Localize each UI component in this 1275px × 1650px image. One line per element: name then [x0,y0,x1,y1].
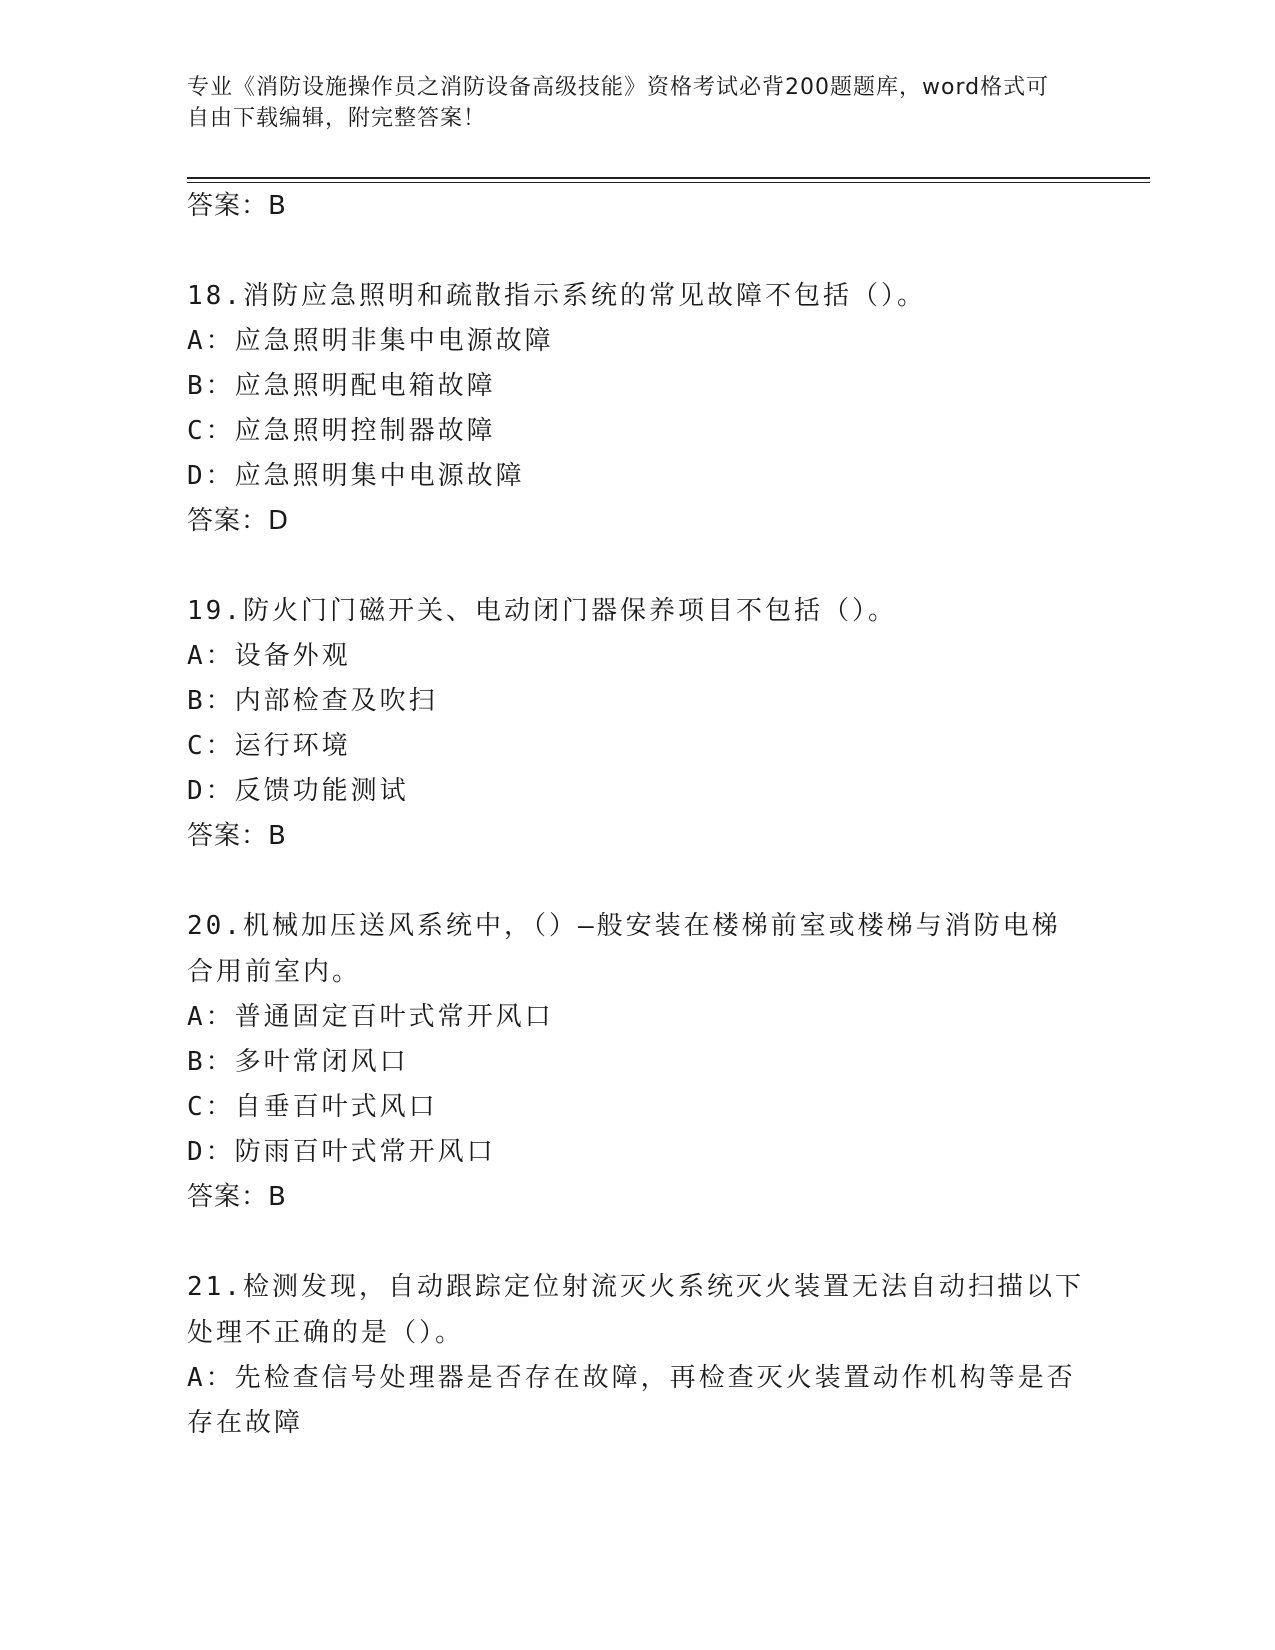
answer-line: 答案：B [187,821,287,851]
option-c: C：应急照明控制器故障 [187,416,496,446]
option-d: D：防雨百叶式常开风口 [187,1137,496,1167]
question-block-20 [187,903,1087,1220]
answer-line: 答案：B [187,1182,287,1212]
option-b: B：内部检查及吹扫 [187,686,438,716]
question-block-21 [187,1264,1087,1446]
question-stem: 20.机械加压送风系统中，（）—般安装在楼梯前室或楼梯与消防电梯合用前室内。 [187,911,1061,987]
option-b: B：多叶常闭风口 [187,1047,409,1077]
option-c: C：自垂百叶式风口 [187,1092,438,1122]
question-stem: 21.检测发现，自动跟踪定位射流灭火系统灭火装置无法自动扫描以下处理不正确的是（）。 [187,1272,1084,1348]
option-d: D：应急照明集中电源故障 [187,461,525,491]
header-rule-thick [187,177,1150,179]
option-a: A：普通固定百叶式常开风口 [187,1002,554,1032]
option-b: B：应急照明配电箱故障 [187,371,496,401]
question-list [187,184,1087,1446]
document-header: 专业《消防设施操作员之消防设备高级技能》资格考试必背200题题库，word格式可自由下载编辑，附完整答案！ [187,75,1050,131]
option-a: A：先检查信号处理器是否存在故障，再检查灭火装置动作机构等是否存在故障 [187,1363,1076,1438]
question-stem: 18.消防应急照明和疏散指示系统的常见故障不包括（）。 [187,281,926,311]
option-d: D：反馈功能测试 [187,776,409,806]
answer-line: 答案：B [187,191,287,221]
header-rule-thin [187,182,1150,183]
option-a: A：设备外观 [187,641,351,671]
question-block-19 [187,588,1087,859]
option-c: C：运行环境 [187,731,351,761]
option-a: A：应急照明非集中电源故障 [187,326,554,356]
answer-line: 答案：D [187,506,290,536]
question-block-18 [187,273,1087,544]
question-stem: 19.防火门门磁开关、电动闭门器保养项目不包括（）。 [187,596,897,626]
